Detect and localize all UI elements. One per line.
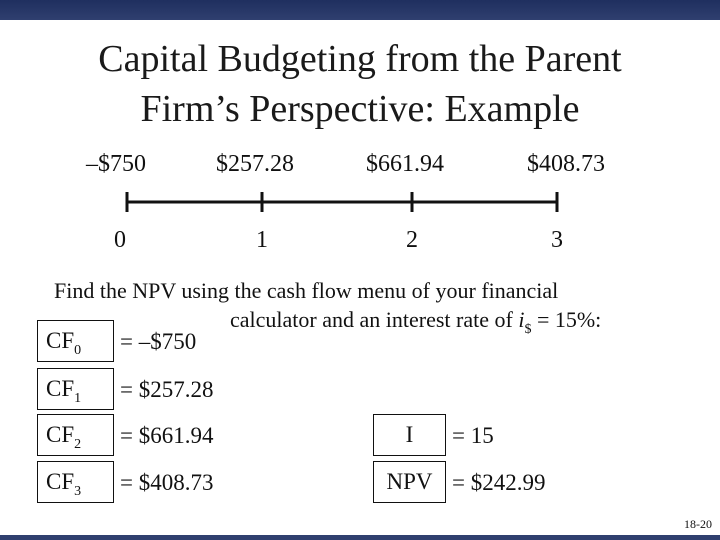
- cf0-value: = –$750: [120, 329, 197, 354]
- cf2-label: CF: [46, 422, 75, 447]
- cash-flow-3: $408.73: [527, 151, 605, 177]
- cash-flow-0: –$750: [86, 151, 146, 177]
- instruction-line-2: [230, 307, 602, 337]
- interest-key: [373, 414, 446, 456]
- interest-label: I: [405, 422, 414, 447]
- footer-bar: [0, 535, 720, 540]
- title-line-1: Capital Budgeting from the Parent: [98, 38, 622, 80]
- npv-label: NPV: [386, 469, 433, 494]
- period-label-3: 3: [551, 227, 563, 253]
- cf3-label: CF: [46, 469, 75, 494]
- cf3-key: [37, 461, 114, 503]
- cash-flow-2: $661.94: [366, 151, 444, 177]
- cf2-subscript: 2: [74, 437, 82, 452]
- cf0-subscript: 0: [74, 343, 82, 358]
- cf1-subscript: 1: [74, 391, 82, 406]
- instruction-line-2-end: = 15%:: [531, 307, 602, 332]
- instruction-line-1: Find the NPV using the cash flow menu of your financial: [54, 278, 559, 303]
- period-label-2: 2: [406, 227, 418, 253]
- period-label-0: 0: [114, 227, 126, 253]
- cf1-value: = $257.28: [120, 377, 214, 402]
- rate-subscript: $: [524, 322, 532, 337]
- cf2-value: = $661.94: [120, 423, 214, 448]
- slide-number: 18-20: [684, 517, 712, 531]
- title-line-2: Firm’s Perspective: Example: [140, 88, 580, 130]
- cf2-key: [37, 414, 114, 456]
- instruction-line-2-text: calculator and an interest rate of: [230, 307, 519, 332]
- cf1-label: CF: [46, 376, 75, 401]
- cf1-key: [37, 368, 114, 410]
- rate-symbol: i: [518, 307, 525, 332]
- cash-flow-1: $257.28: [216, 151, 294, 177]
- cf3-subscript: 3: [74, 484, 82, 499]
- cf3-value: = $408.73: [120, 470, 214, 495]
- npv-value: = $242.99: [452, 470, 546, 495]
- npv-key: [373, 461, 446, 503]
- cf0-label: CF: [46, 328, 75, 353]
- interest-value: = 15: [452, 423, 494, 448]
- cf0-key: [37, 320, 114, 362]
- period-label-1: 1: [256, 227, 268, 253]
